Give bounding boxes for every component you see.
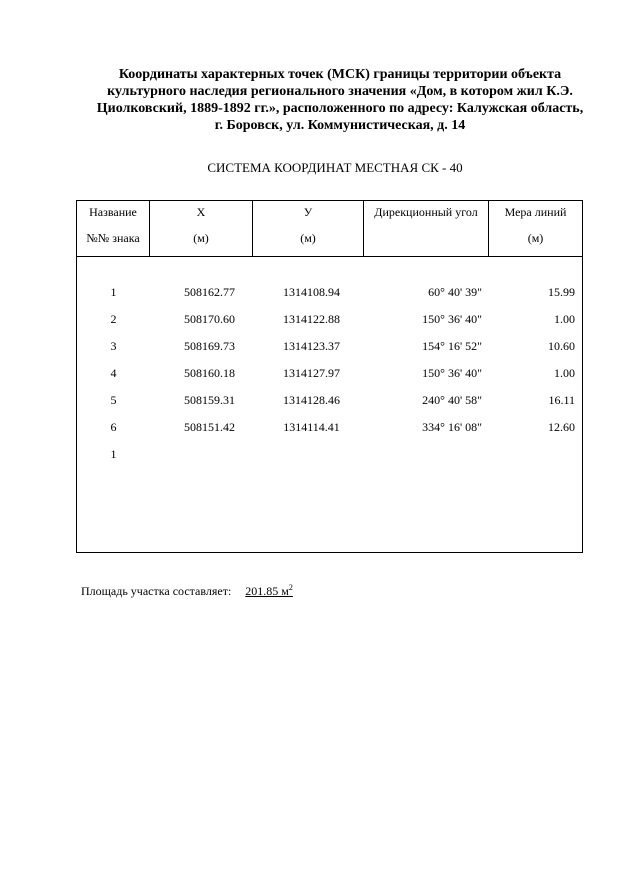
point-number: 4 (110, 366, 117, 380)
area-number: 201.85 м (245, 584, 289, 598)
point-number: 3 (110, 339, 117, 353)
direction-angle: 154° 16' 52" (422, 339, 482, 353)
x-value: 508169.73 (184, 339, 235, 353)
y-value: 1314128.46 (283, 393, 340, 407)
y-value: 1314122.88 (283, 312, 340, 326)
line-length: 1.00 (554, 366, 575, 380)
direction-angle: 60° 40' 39" (428, 285, 482, 299)
direction-angle: 150° 36' 40" (422, 366, 482, 380)
title-line-2: культурного наследия регионального значения «Дом, в котором жил К.Э. (107, 84, 573, 99)
header-direction-angle: Дирекционный угол (364, 201, 489, 256)
line-length: 10.60 (548, 339, 575, 353)
point-number: 2 (110, 312, 117, 326)
area-unit-exponent: 2 (288, 583, 293, 592)
point-number: 5 (110, 393, 117, 407)
coordinate-system-caption: СИСТЕМА КООРДИНАТ МЕСТНАЯ СК - 40 (207, 160, 463, 175)
x-value: 508151.42 (184, 420, 235, 434)
area-value (245, 584, 293, 598)
x-value: 508159.31 (184, 393, 235, 407)
x-value: 508170.60 (184, 312, 235, 326)
point-number: 1 (110, 285, 117, 299)
point-number: 1 (110, 447, 117, 461)
direction-angle: 150° 36' 40" (422, 312, 482, 326)
header-point-name: Название №№ знака (77, 201, 150, 256)
table-row (77, 447, 582, 463)
x-value: 508162.77 (184, 285, 235, 299)
line-length: 15.99 (548, 285, 575, 299)
table-header (77, 201, 582, 257)
table-row (77, 366, 582, 382)
line-length: 16.11 (548, 393, 575, 407)
direction-angle: 240° 40' 58" (422, 393, 482, 407)
header-x: X (м) (150, 201, 253, 256)
y-value: 1314108.94 (283, 285, 340, 299)
table-row (77, 393, 582, 409)
table-row (77, 312, 582, 328)
line-length: 12.60 (548, 420, 575, 434)
area-statement (81, 583, 293, 599)
title-line-4: г. Боровск, ул. Коммунистическая, д. 14 (214, 118, 466, 133)
document-title (60, 66, 620, 134)
area-label: Площадь участка составляет: (81, 584, 232, 598)
y-value: 1314127.97 (283, 366, 340, 380)
table-row (77, 420, 582, 436)
title-line-1: Координаты характерных точек (МСК) границы территории объекта (118, 67, 562, 82)
x-value: 508160.18 (184, 366, 235, 380)
table-row (77, 339, 582, 355)
table-row (77, 285, 582, 301)
y-value: 1314114.41 (283, 420, 340, 434)
point-number: 6 (110, 420, 117, 434)
coordinates-table (76, 200, 583, 553)
header-y: У (м) (253, 201, 364, 256)
y-value: 1314123.37 (283, 339, 340, 353)
title-line-3: Циолковский, 1889-1892 гг.», расположенного по адресу: Калужская область, (96, 101, 584, 116)
direction-angle: 334° 16' 08" (422, 420, 482, 434)
header-line-length: Мера линий (м) (504, 205, 567, 245)
line-length: 1.00 (554, 312, 575, 326)
